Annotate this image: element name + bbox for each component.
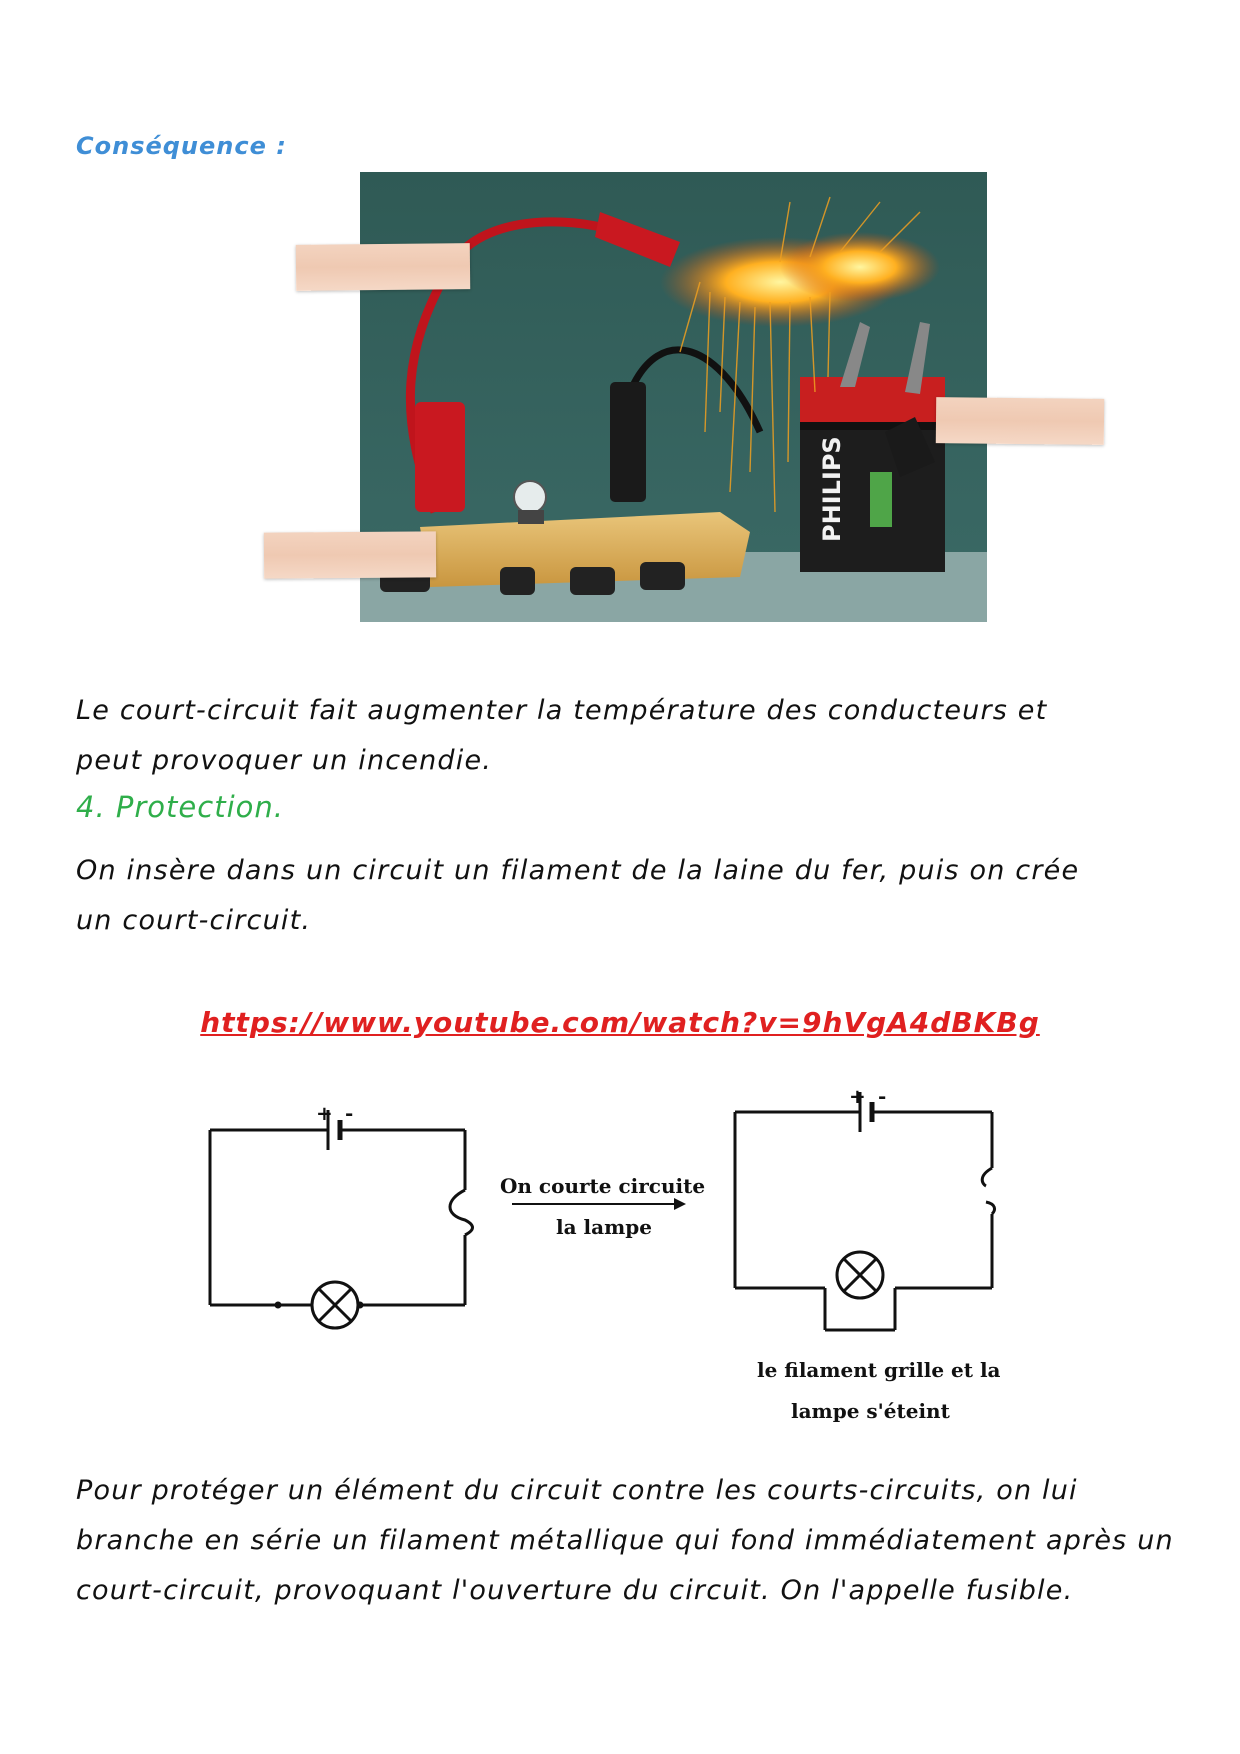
diagram-caption-line1: le filament grille et la [757, 1358, 1001, 1382]
arrow-label-line1: On courte circuite [500, 1174, 706, 1198]
battery-brand-text: PHILIPS [818, 436, 846, 542]
consequence-heading: Conséquence : [76, 132, 287, 160]
battery-minus-sign: - [878, 1090, 887, 1108]
short-circuit-photo [360, 172, 987, 622]
circuit-after [735, 1092, 994, 1330]
section-heading-protection: 4. Protection. [76, 790, 284, 824]
diagram-caption-line2: lampe s'éteint [791, 1399, 950, 1423]
circuit-diagrams [180, 1090, 1060, 1450]
battery-minus-sign: - [345, 1101, 354, 1125]
youtube-video-link[interactable]: https://www.youtube.com/watch?v=9hVgA4dBKBg [200, 1006, 1040, 1039]
paragraph-fuse: Pour protéger un élément du circuit contre les courts-circuits, on lui branche en série un filament métallique qui fond immédiatement après un court-circuit, provoquant l'ouverture du circuit. On l'appelle fusible. [76, 1475, 1174, 1606]
tape-strip [264, 531, 436, 578]
tape-strip [936, 397, 1104, 445]
paragraph-experiment: On insère dans un circuit un filament de la laine du fer, puis on crée un court-circuit. [76, 855, 1080, 936]
battery-plus-sign: + [849, 1090, 866, 1108]
paragraph-consequence: Le court-circuit fait augmenter la température des conducteurs et peut provoquer un incendie. [76, 695, 1048, 776]
arrow-label-line2: la lampe [556, 1215, 652, 1239]
circuit-before [210, 1110, 473, 1328]
battery-plus-sign: + [316, 1101, 333, 1125]
tape-strip [296, 243, 470, 291]
